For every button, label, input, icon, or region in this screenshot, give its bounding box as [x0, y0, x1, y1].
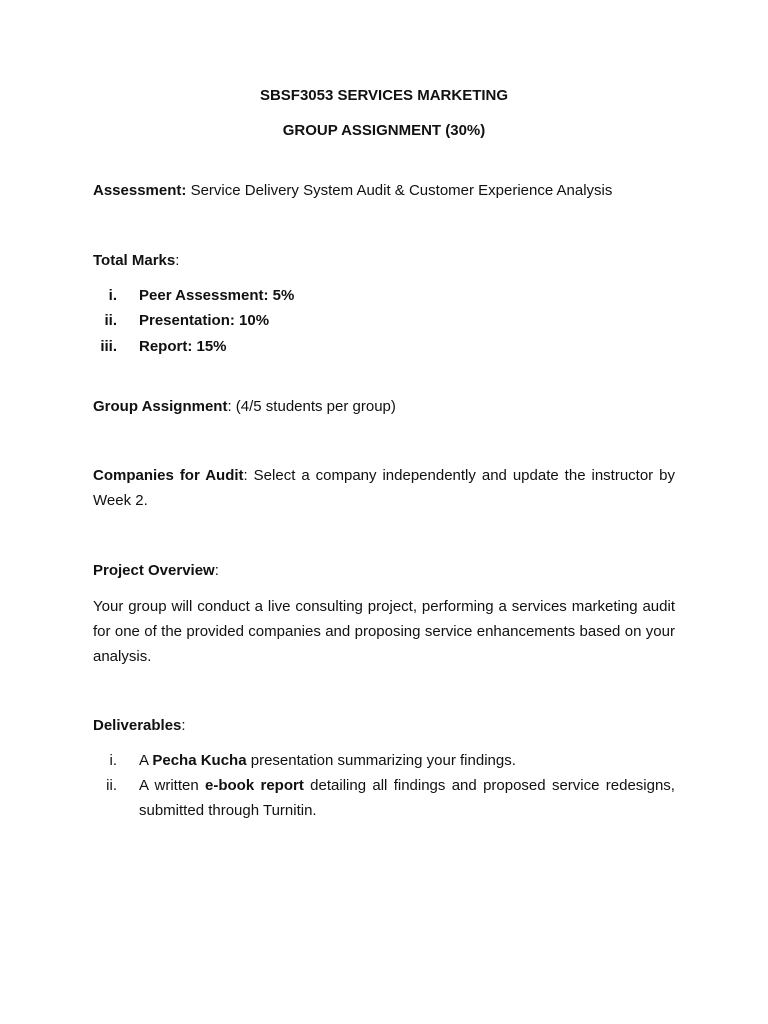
marks-list-item: [0, 283, 675, 308]
companies-label: Companies for Audit: [93, 467, 244, 484]
total-marks-colon: :: [175, 252, 180, 269]
project-overview-colon: :: [214, 562, 219, 579]
companies-value: : Select a company independently and update the instructor by Week 2.: [93, 467, 675, 509]
companies-paragraph: [93, 463, 675, 513]
total-marks-label: Total Marks: [93, 252, 176, 269]
marks-item-number: i.: [108, 287, 117, 304]
group-assignment-line: [93, 394, 675, 419]
deliverable-text: [139, 773, 675, 823]
course-title: SBSF3053 SERVICES MARKETING: [259, 87, 509, 104]
assessment-line: [93, 178, 675, 203]
marks-item-text: Report: 15%: [139, 338, 227, 355]
project-overview-body: Your group will conduct a live consulting project, performing a services marketing audit for one of the provided companies and proposing service enhancements based on your analysis.: [93, 598, 675, 665]
deliverable-text-pre: A written: [139, 777, 206, 794]
marks-item-text: Peer Assessment: 5%: [139, 287, 295, 304]
deliverables-heading: [93, 713, 675, 738]
deliverable-text-bold: e-book report: [205, 777, 304, 794]
deliverables-colon: :: [181, 717, 186, 734]
deliverables-label: Deliverables: [93, 717, 182, 734]
marks-item-number: ii.: [104, 312, 117, 329]
assignment-title: GROUP ASSIGNMENT (30%): [282, 122, 486, 139]
deliverable-text-post: presentation summarizing your findings.: [246, 752, 516, 769]
deliverable-text-bold: Pecha Kucha: [152, 752, 247, 769]
marks-item-text: Presentation: 10%: [139, 312, 270, 329]
group-assignment-value: : (4/5 students per group): [227, 398, 396, 415]
marks-list-item: [0, 334, 675, 359]
deliverable-text-pre: A: [139, 752, 153, 769]
deliverable-text: [139, 748, 675, 773]
deliverable-text-post: detailing all findings and proposed service redesigns, submitted through Turnitin.: [139, 777, 675, 819]
marks-list-item: [0, 308, 675, 333]
assessment-value: Service Delivery System Audit & Customer Experience Analysis: [190, 182, 613, 199]
marks-item-number: iii.: [100, 338, 117, 355]
project-overview-label: Project Overview: [93, 562, 215, 579]
project-overview-heading: [93, 558, 675, 583]
deliverable-number: ii.: [106, 777, 117, 794]
assessment-label: Assessment:: [93, 182, 187, 199]
deliverable-number: i.: [109, 752, 117, 769]
group-assignment-label: Group Assignment: [93, 398, 228, 415]
total-marks-heading: [93, 248, 675, 273]
